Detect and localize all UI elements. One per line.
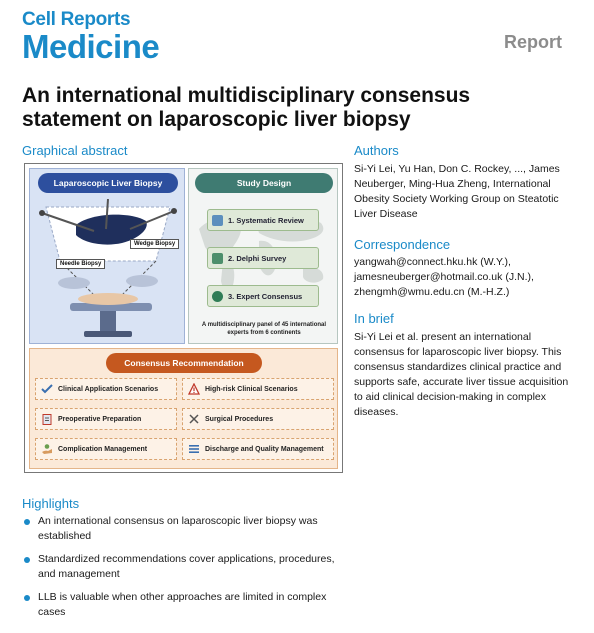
wedge-biopsy-tag: Wedge Biopsy (130, 239, 179, 249)
highlights-heading: Highlights (22, 496, 80, 511)
correspondence-email[interactable]: yangwah@connect.hku.hk (W.Y.), (354, 256, 511, 268)
recommendation-label: High-risk Clinical Scenarios (205, 385, 298, 393)
correspondence-email[interactable]: jamesneuberger@hotmail.co.uk (J.N.), (354, 271, 534, 283)
recommendation-item (182, 438, 334, 460)
needle-biopsy-tag: Needle Biopsy (56, 259, 105, 269)
graphical-abstract (24, 163, 343, 473)
recommendation-panel (29, 348, 338, 469)
globe-icon (212, 291, 223, 302)
clipboard-icon (41, 413, 53, 425)
study-design-title: Study Design (195, 173, 333, 193)
article-title: An international multidisciplinary consensus statement on laparoscopic liver biopsy (22, 84, 471, 131)
recommendation-label: Discharge and Quality Management (205, 445, 324, 453)
surgery-tools-icon (188, 413, 200, 425)
checklist-pen-icon (41, 383, 53, 395)
journal-name-line1: Cell Reports (22, 9, 131, 30)
warning-icon (188, 383, 200, 395)
recommendation-item (182, 378, 334, 400)
highlight-item: LLB is valuable when other approaches are limited in complex cases (22, 590, 352, 620)
procedure-panel (29, 168, 185, 344)
authors-heading: Authors (354, 143, 399, 158)
recommendation-item (35, 408, 177, 430)
highlight-item: Standardized recommendations cover applications, procedures, and management (22, 552, 352, 582)
recommendation-item (35, 378, 177, 400)
recommendation-item (35, 438, 177, 460)
study-step-expert-consensus (207, 285, 319, 307)
study-step-systematic-review (207, 209, 319, 231)
correspondence-email[interactable]: zhengmh@wmu.edu.cn (M.-H.Z.) (354, 286, 510, 298)
in-brief-heading: In brief (354, 311, 394, 326)
journal-name-line2: Medicine (22, 28, 160, 65)
study-step-label: 2. Delphi Survey (228, 253, 287, 263)
laparoscopy-illustration (38, 199, 178, 339)
expert-panel-note: A multidisciplinary panel of 45 international experts from 6 continents (201, 322, 327, 336)
recommendation-label: Clinical Application Scenarios (58, 385, 159, 393)
recommendation-item (182, 408, 334, 430)
highlight-item: An international consensus on laparoscopic liver biopsy was established (22, 514, 352, 544)
recommendation-panel-title: Consensus Recommendation (106, 353, 262, 373)
study-design-panel (188, 168, 338, 344)
recommendation-label: Preoperative Preparation (58, 415, 142, 423)
survey-icon (212, 253, 223, 264)
procedure-panel-title: Laparoscopic Liver Biopsy (38, 173, 178, 193)
recommendation-label: Complication Management (58, 445, 148, 453)
recommendation-label: Surgical Procedures (205, 415, 274, 423)
journal-logo (22, 10, 159, 63)
study-step-label: 3. Expert Consensus (228, 291, 303, 301)
highlights-list (22, 514, 352, 628)
graphical-abstract-heading: Graphical abstract (22, 143, 128, 158)
correspondence-heading: Correspondence (354, 237, 451, 252)
authors-list: Si-Yi Lei, Yu Han, Don C. Rockey, ..., James Neuberger, Ming-Hua Zheng, International Obesity Society Working Group on Steatotic Liver Disease (354, 163, 560, 220)
study-step-label: 1. Systematic Review (228, 215, 304, 225)
in-brief-text: Si-Yi Lei et al. present an international consensus for laparoscopic liver biopsy. This consensus standardizes clinical practice and supports safe, accurate liver tissue acquisition to aid clinical decision-making in complex diseases. (354, 331, 569, 418)
correspondence-emails (354, 255, 584, 300)
article-type: Report (504, 32, 562, 52)
study-step-delphi-survey (207, 247, 319, 269)
document-icon (212, 215, 223, 226)
hand-care-icon (41, 443, 53, 455)
list-lines-icon (188, 443, 200, 455)
